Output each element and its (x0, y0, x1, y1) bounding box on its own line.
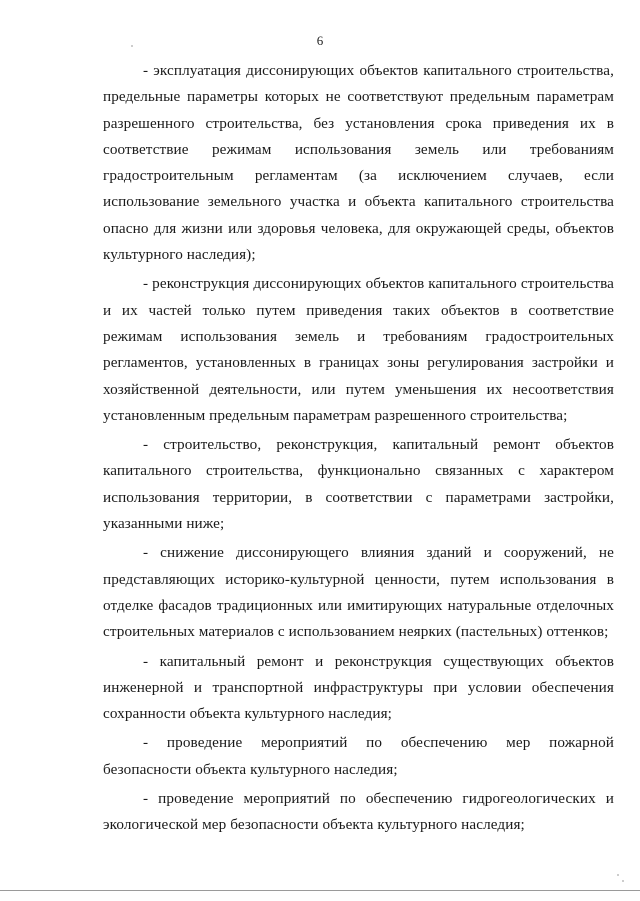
scan-artifact (622, 880, 624, 882)
paragraph-construction-repair: - строительство, реконструкция, капитальный ремонт объектов капитального строительства, функционально связанных с характером использования территории, в соответствии с параметрами застройки, указанными ниже; (103, 436, 614, 533)
paragraph-reconstruction-dissonant-objects: - реконструкция диссонирующих объектов капитального строительства и их частей только путем приведения таких объектов в соответствие режимам использования земель и требованиям градостроительных регламентов, установленных в границах зоны регулирования застройки и хозяйственной деятельности, или путем уменьшения их несоответствия установленным предельным параметрам разрешенного строительства; (103, 275, 614, 424)
page-number: 6 (316, 33, 324, 48)
scan-artifact (617, 874, 619, 876)
paragraph-reduce-dissonant-influence: - снижение диссонирующего влияния зданий и сооружений, не представляющих историко-культурной ценности, путем использования в отделке фасадов традиционных или имитирующих натуральные отделочных строительных материалов с использованием неярких (пастельных) оттенков; (103, 544, 614, 641)
paragraph-operation-dissonant-objects: - эксплуатация диссонирующих объектов капитального строительства, предельные параметры которых не соответствуют предельным параметрам разрешенного строительства, без установления срока приведения их в соответствие режимам использования земель или требованиям градостроительным регламентам (за исключением случаев, если использование земельного участка и объекта капитального строительства опасно для жизни или здоровья человека, для окружающей среды, объектов культурного наследия); (103, 62, 614, 264)
paragraph-fire-safety: - проведение мероприятий по обеспечению мер пожарной безопасности объекта культурного наследия; (103, 734, 614, 778)
scan-artifact (131, 45, 133, 47)
paragraph-infrastructure-repair: - капитальный ремонт и реконструкция существующих объектов инженерной и транспортной инфраструктуры при условии обеспечения сохранности объекта культурного наследия; (103, 652, 614, 723)
paragraph-hydrogeological-safety: - проведение мероприятий по обеспечению гидрогеологических и экологической мер безопасности объекта культурного наследия; (103, 790, 614, 834)
document-body (103, 58, 614, 841)
page-bottom-edge (0, 890, 640, 891)
